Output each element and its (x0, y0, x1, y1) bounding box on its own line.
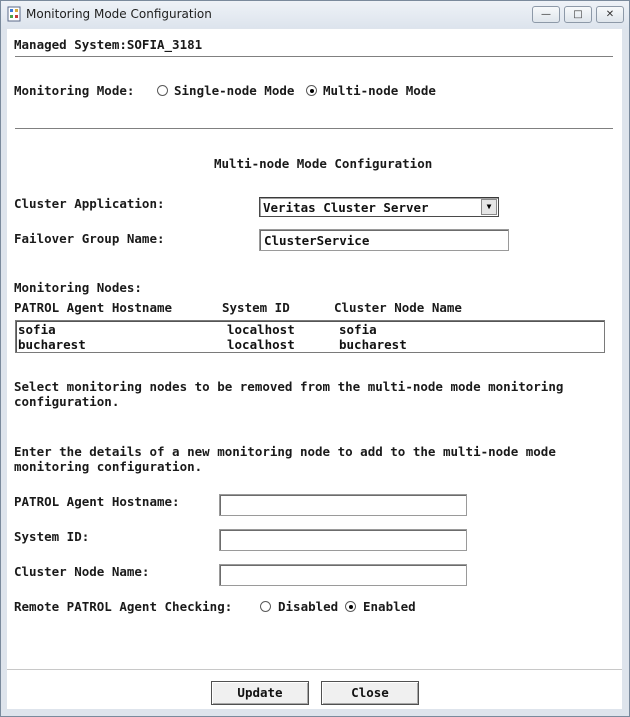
system-id-field[interactable] (219, 529, 467, 551)
hostname-input[interactable] (220, 497, 466, 515)
app-icon (7, 6, 21, 22)
window-title: Monitoring Mode Configuration (26, 7, 212, 21)
disabled-label[interactable]: Disabled (278, 599, 339, 614)
failover-group-label: Failover Group Name: (14, 231, 165, 246)
chevron-down-icon[interactable]: ▼ (481, 199, 497, 215)
hostname-label: PATROL Agent Hostname: (14, 494, 180, 509)
minimize-button[interactable]: — (532, 6, 560, 23)
section-title: Multi-node Mode Configuration (214, 156, 433, 171)
managed-system-label: Managed System:SOFIA_3181 (14, 37, 203, 52)
node-hostname: bucharest (18, 337, 86, 352)
dialog-content (7, 29, 622, 709)
title-bar[interactable] (1, 1, 629, 28)
close-window-button[interactable]: ✕ (596, 6, 624, 23)
cluster-node-input[interactable] (220, 567, 466, 585)
node-system-id: localhost (227, 337, 295, 352)
failover-group-input[interactable] (260, 232, 508, 250)
monitoring-mode-label: Monitoring Mode: (14, 83, 135, 98)
single-node-radio[interactable] (157, 85, 168, 96)
column-header-system-id: System ID (222, 300, 290, 315)
system-id-label: System ID: (14, 529, 90, 544)
disabled-radio[interactable] (260, 601, 271, 612)
multi-node-label[interactable]: Multi-node Mode (323, 83, 436, 98)
cluster-application-label: Cluster Application: (14, 196, 165, 211)
enabled-label[interactable]: Enabled (363, 599, 416, 614)
remove-nodes-hint: Select monitoring nodes to be removed from the multi-node mode monitoring configuration. (14, 379, 564, 409)
cluster-node-label: Cluster Node Name: (14, 564, 150, 579)
system-id-input[interactable] (220, 532, 466, 550)
maximize-button[interactable]: □ (564, 6, 592, 23)
node-cluster-name: sofia (339, 322, 377, 337)
monitoring-nodes-label: Monitoring Nodes: (14, 280, 142, 295)
cluster-application-value: Veritas Cluster Server (263, 200, 429, 215)
monitoring-nodes-list[interactable] (15, 320, 605, 353)
failover-group-field[interactable] (259, 229, 509, 251)
enabled-radio[interactable] (345, 601, 356, 612)
list-item[interactable] (17, 322, 603, 337)
list-item[interactable] (17, 337, 603, 352)
divider (7, 669, 622, 670)
single-node-label[interactable]: Single-node Mode (174, 83, 295, 98)
cluster-node-field[interactable] (219, 564, 467, 586)
divider (15, 128, 613, 130)
remote-checking-label: Remote PATROL Agent Checking: (14, 599, 233, 614)
column-header-hostname: PATROL Agent Hostname (14, 300, 173, 315)
divider (15, 56, 613, 58)
node-cluster-name: bucharest (339, 337, 407, 352)
column-header-cluster-node: Cluster Node Name (334, 300, 462, 315)
close-button[interactable]: Close (321, 681, 419, 705)
add-node-hint: Enter the details of a new monitoring node to add to the multi-node mode monitoring configuration. (14, 444, 556, 474)
hostname-field[interactable] (219, 494, 467, 516)
multi-node-radio[interactable] (306, 85, 317, 96)
cluster-application-select[interactable] (259, 197, 499, 217)
node-hostname: sofia (18, 322, 56, 337)
update-button[interactable]: Update (211, 681, 309, 705)
node-system-id: localhost (227, 322, 295, 337)
